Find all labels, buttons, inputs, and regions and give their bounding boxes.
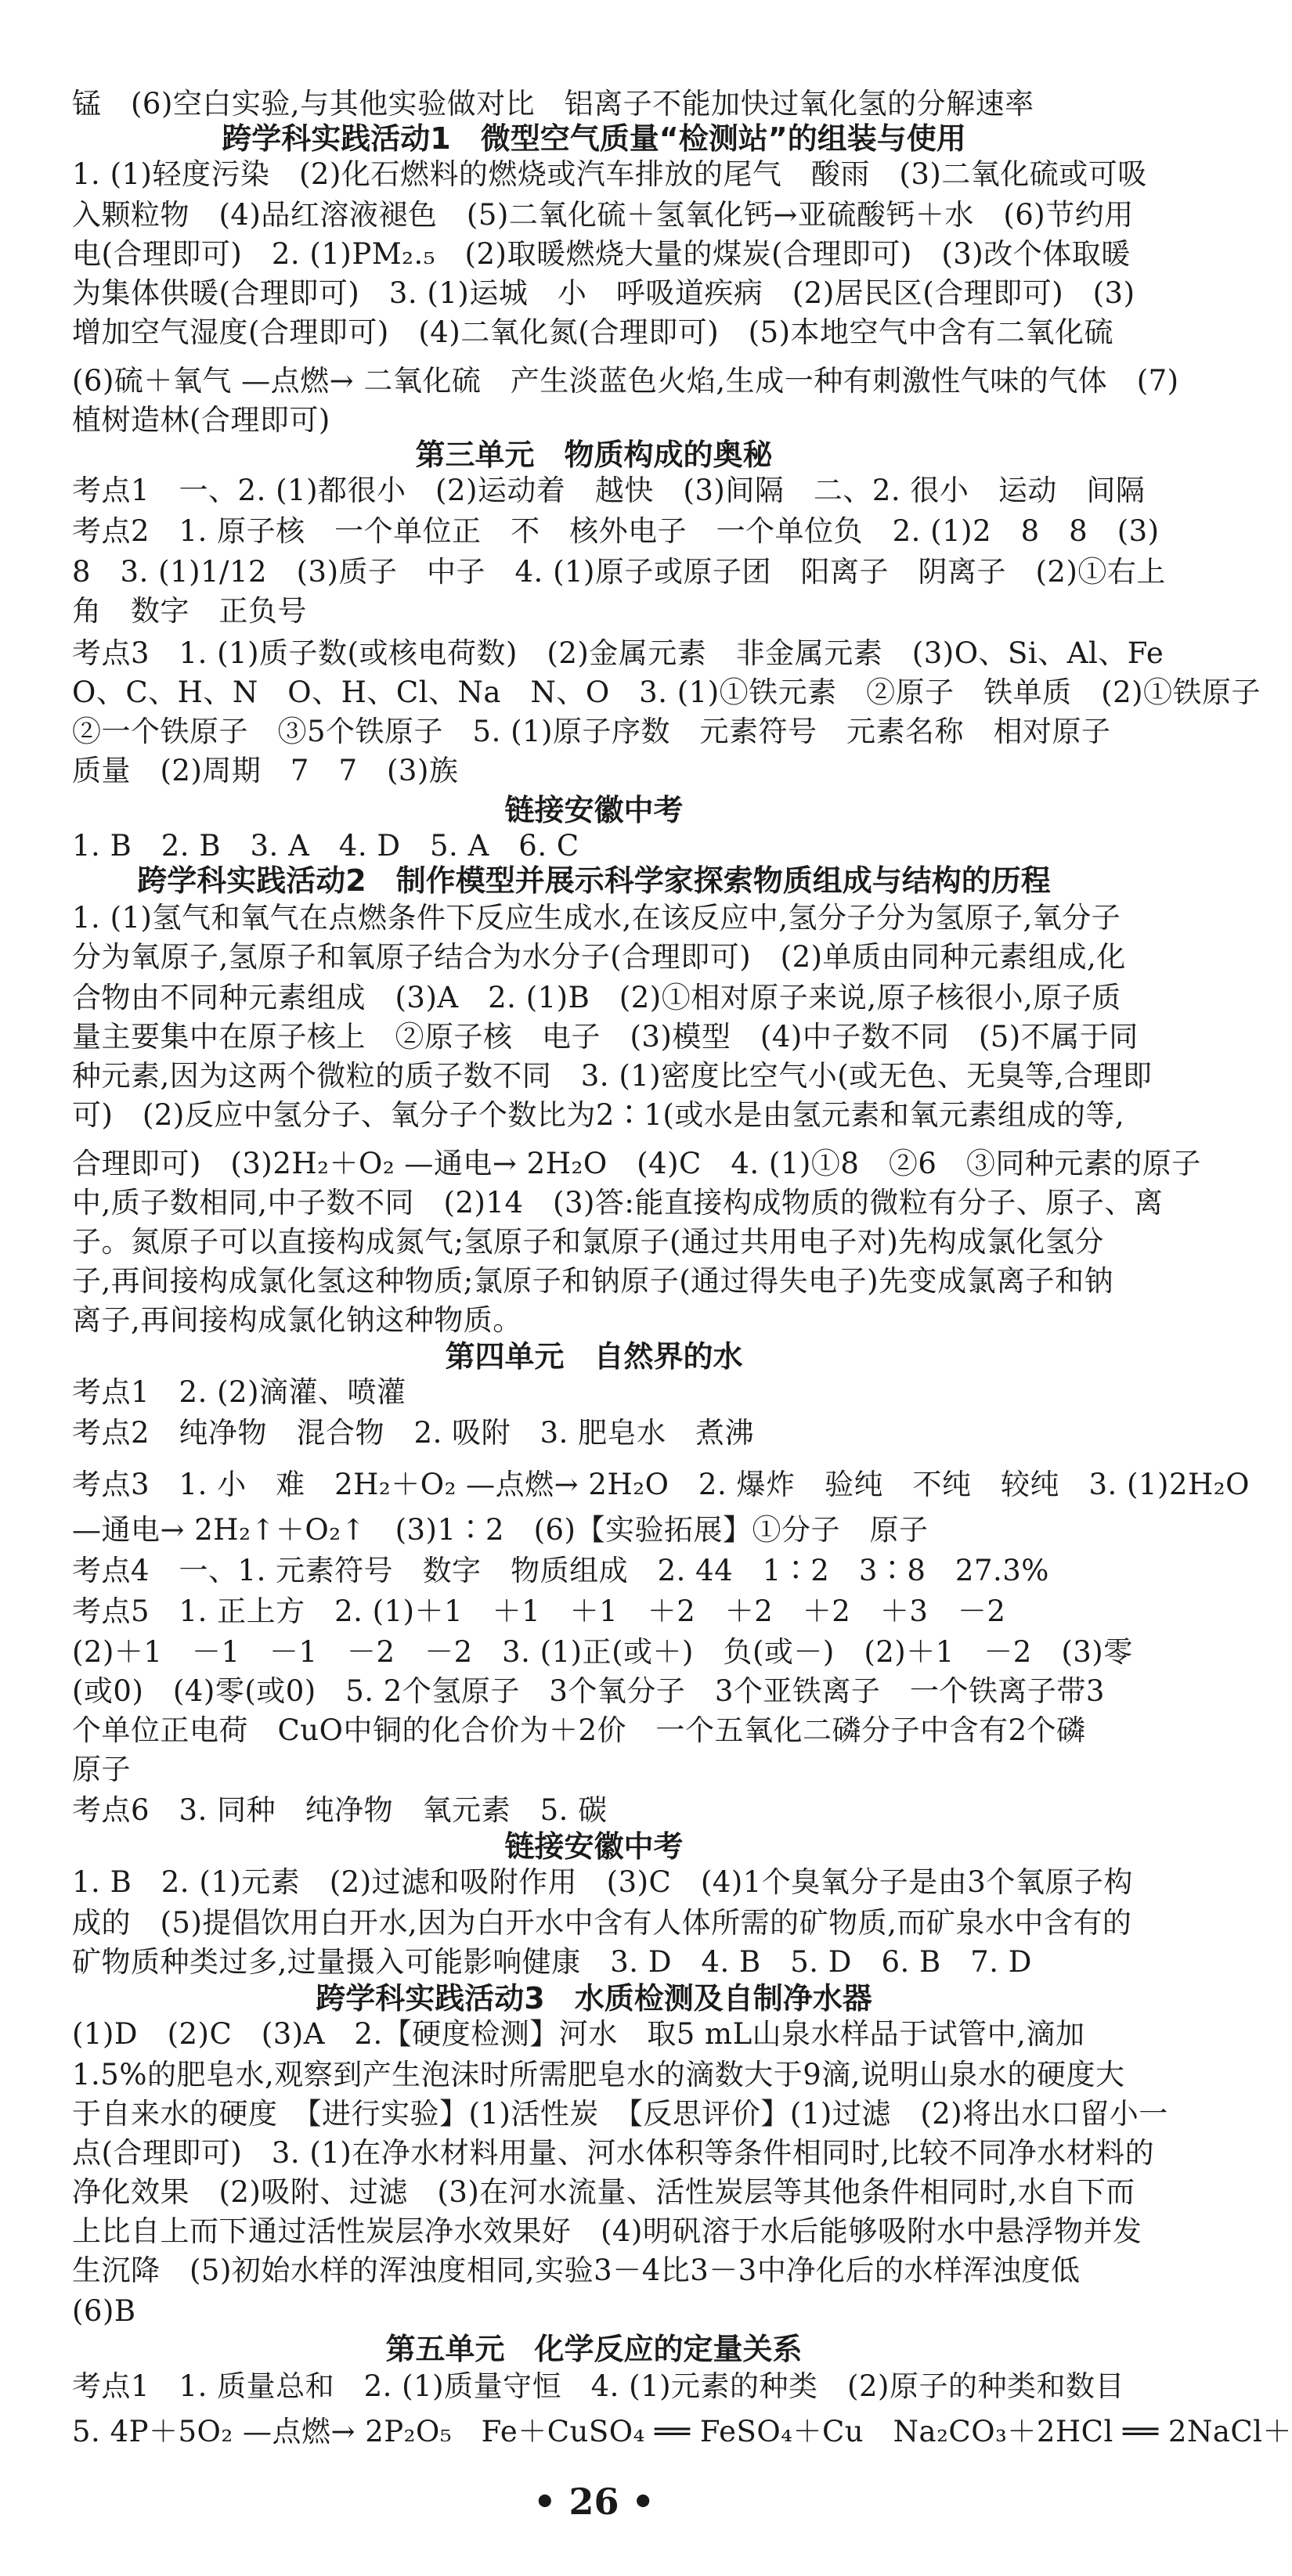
- text-line: 子。氮原子可以直接构成氮气;氢原子和氯原子(通过共用电子对)先构成氯化氢分: [72, 1225, 1104, 1259]
- text-line: 个单位正电荷 CuO中铜的化合价为＋2价 一个五氧化二磷分子中含有2个磷: [72, 1713, 1086, 1747]
- text-line: 1. (1)轻度污染 (2)化石燃料的燃烧或汽车排放的尾气 酸雨 (3)二氧化硫或可吸: [72, 157, 1147, 191]
- text-line: 中,质子数相同,中子数不同 (2)14 (3)答:能直接构成物质的微粒有分子、原子、离: [72, 1186, 1164, 1220]
- text-line: 点(合理即可) 3. (1)在净水材料用量、河水体积等条件相同时,比较不同净水材料的: [72, 2136, 1155, 2170]
- text-line: 1. B 2. (1)元素 (2)过滤和吸附作用 (3)C (4)1个臭氧分子是由3个氧原子构: [72, 1865, 1133, 1899]
- section-heading: 跨学科实践活动2 制作模型并展示科学家探索物质组成与结构的历程: [137, 863, 1051, 898]
- text-line: 考点3 1. (1)质子数(或核电荷数) (2)金属元素 非金属元素 (3)O、Si、Al、Fe: [72, 636, 1164, 670]
- text-line: O、C、H、N O、H、Cl、Na N、O 3. (1)①铁元素 ②原子 铁单质 (2)①铁原子: [72, 676, 1261, 709]
- text-line: 质量 (2)周期 7 7 (3)族: [72, 754, 459, 787]
- text-line: (或0) (4)零(或0) 5. 2个氢原子 3个氧分子 3个亚铁离子 一个铁离子带3: [72, 1674, 1105, 1708]
- text-line: (6)B: [72, 2294, 136, 2328]
- text-line: 1. (1)氢气和氧气在点燃条件下反应生成水,在该反应中,氢分子分为氢原子,氧分子: [72, 901, 1121, 935]
- unit-heading: 第五单元 化学反应的定量关系: [385, 2332, 803, 2366]
- text-line: 考点3 1. 小 难 2H₂＋O₂ —点燃→ 2H₂O 2. 爆炸 验纯 不纯 较纯 3. (1)2H₂O: [72, 1468, 1250, 1501]
- text-line: 考点4 一、1. 元素符号 数字 物质组成 2. 44 1∶2 3∶8 27.3%: [72, 1554, 1049, 1587]
- text-line: 考点6 3. 同种 纯净物 氧元素 5. 碳: [72, 1793, 608, 1827]
- page-number: • 26 •: [533, 2481, 655, 2523]
- text-line: 角 数字 正负号: [72, 594, 307, 628]
- text-line: 锰 (6)空白实验,与其他实验做对比 铝离子不能加快过氧化氢的分解速率: [72, 87, 1034, 121]
- text-line: 考点2 纯净物 混合物 2. 吸附 3. 肥皂水 煮沸: [72, 1416, 755, 1450]
- text-line: 电(合理即可) 2. (1)PM₂.₅ (2)取暖燃烧大量的煤炭(合理即可) (3)改个体取暖: [72, 237, 1131, 271]
- text-line: 种元素,因为这两个微粒的质子数不同 3. (1)密度比空气小(或无色、无臭等,合理即: [72, 1059, 1153, 1093]
- text-line: 考点1 2. (2)滴灌、喷灌: [72, 1375, 406, 1409]
- text-line: 考点1 一、2. (1)都很小 (2)运动着 越快 (3)间隔 二、2. 很小 运动 间隔: [72, 474, 1146, 507]
- text-line: 子,再间接构成氯化氢这种物质;氯原子和钠原子(通过得失电子)先变成氯离子和钠: [72, 1264, 1114, 1298]
- text-line: 合理即可) (3)2H₂＋O₂ —通电→ 2H₂O (4)C 4. (1)①8 ②6 ③同种元素的原子: [72, 1147, 1201, 1180]
- section-heading: 跨学科实践活动3 水质检测及自制净水器: [316, 1981, 872, 2016]
- text-line: 可) (2)反应中氢分子、氧分子个数比为2∶1(或水是由氢元素和氧元素组成的等,: [72, 1098, 1125, 1132]
- text-line: 8 3. (1)1/12 (3)质子 中子 4. (1)原子或原子团 阳离子 阴离子 (2)①右上: [72, 555, 1166, 589]
- text-line: 1. B 2. B 3. A 4. D 5. A 6. C: [72, 829, 579, 863]
- text-line: 植树造林(合理即可): [72, 403, 330, 437]
- text-line: 合物由不同种元素组成 (3)A 2. (1)B (2)①相对原子来说,原子核很小,原子质: [72, 981, 1121, 1014]
- text-line: (1)D (2)C (3)A 2.【硬度检测】河水 取5 mL山泉水样品于试管中,滴加: [72, 2017, 1085, 2051]
- text-line: 离子,再间接构成氯化钠这种物质。: [72, 1303, 522, 1337]
- text-line: 1.5%的肥皂水,观察到产生泡沫时所需肥皂水的滴数大于9滴,说明山泉水的硬度大: [72, 2058, 1125, 2091]
- text-line: 量主要集中在原子核上 ②原子核 电子 (3)模型 (4)中子数不同 (5)不属于同: [72, 1020, 1139, 1054]
- text-line: 增加空气湿度(合理即可) (4)二氧化氮(合理即可) (5)本地空气中含有二氧化硫: [72, 315, 1114, 349]
- text-line: 上比自上而下通过活性炭层净水效果好 (4)明矾溶于水后能够吸附水中悬浮物并发: [72, 2214, 1142, 2248]
- unit-heading: 第三单元 物质构成的奥秘: [415, 438, 773, 472]
- section-heading: 跨学科实践活动1 微型空气质量“检测站”的组装与使用: [222, 121, 966, 156]
- text-line: (2)＋1 －1 －1 －2 －2 3. (1)正(或＋) 负(或－) (2)＋1 －2 (3)零: [72, 1635, 1133, 1669]
- text-line: 分为氧原子,氢原子和氧原子结合为水分子(合理即可) (2)单质由同种元素组成,化: [72, 940, 1126, 974]
- text-line: 入颗粒物 (4)品红溶液褪色 (5)二氧化硫＋氢氧化钙→亚硫酸钙＋水 (6)节约用: [72, 198, 1134, 232]
- text-line: 为集体供暖(合理即可) 3. (1)运城 小 呼吸道疾病 (2)居民区(合理即可) (3): [72, 276, 1135, 310]
- text-line: 净化效果 (2)吸附、过滤 (3)在河水流量、活性炭层等其他条件相同时,水自下而: [72, 2175, 1135, 2209]
- text-line: 考点1 1. 质量总和 2. (1)质量守恒 4. (1)元素的种类 (2)原子的种类和数目: [72, 2369, 1124, 2403]
- text-line: 生沉降 (5)初始水样的浑浊度相同,实验3－4比3－3中净化后的水样浑浊度低: [72, 2254, 1081, 2287]
- text-line: 考点5 1. 正上方 2. (1)＋1 ＋1 ＋1 ＋2 ＋2 ＋2 ＋3 －2: [72, 1594, 1006, 1628]
- section-heading: 链接安徽中考: [504, 1829, 684, 1864]
- text-line: —通电→ 2H₂↑＋O₂↑ (3)1∶2 (6)【实验拓展】①分子 原子: [72, 1513, 929, 1547]
- text-line: (6)硫＋氧气 —点燃→ 二氧化硫 产生淡蓝色火焰,生成一种有刺激性气味的气体 (7): [72, 364, 1179, 398]
- text-line: 考点2 1. 原子核 一个单位正 不 核外电子 一个单位负 2. (1)2 8 8 (3): [72, 514, 1160, 548]
- unit-heading: 第四单元 自然界的水: [445, 1339, 743, 1374]
- text-line: 于自来水的硬度 【进行实验】(1)活性炭 【反思评价】(1)过滤 (2)将出水口留小一: [72, 2097, 1168, 2131]
- text-line: 矿物质种类过多,过量摄入可能影响健康 3. D 4. B 5. D 6. B 7. D: [72, 1945, 1032, 1979]
- text-line: ②一个铁原子 ③5个铁原子 5. (1)原子序数 元素符号 元素名称 相对原子: [72, 715, 1111, 748]
- section-heading: 链接安徽中考: [504, 793, 684, 827]
- text-line: 5. 4P＋5O₂ —点燃→ 2P₂O₅ Fe＋CuSO₄ ══ FeSO₄＋Cu Na₂CO₃＋2HCl ══ 2NaCl＋: [72, 2415, 1292, 2448]
- text-line: 成的 (5)提倡饮用白开水,因为白开水中含有人体所需的矿物质,而矿泉水中含有的: [72, 1906, 1132, 1940]
- text-line: 原子: [72, 1753, 131, 1786]
